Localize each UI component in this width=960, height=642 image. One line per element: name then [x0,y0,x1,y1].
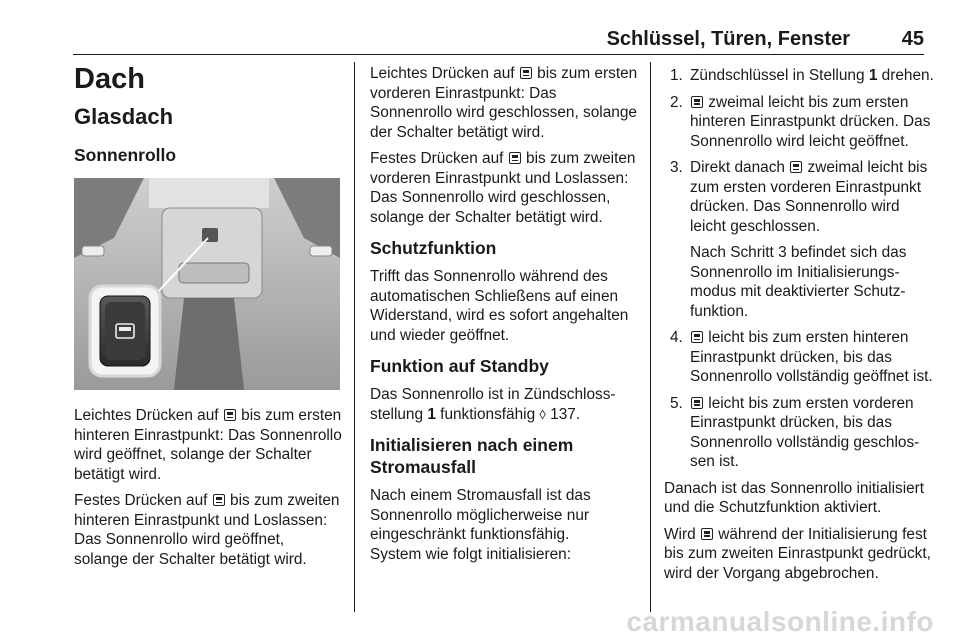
list-item: 3. Direkt danach zweimal leicht bis zum ersten vorderen Einrastpunkt drücken. Das Sonnenrollo wird leicht geschlossen. Nach Schritt 3 befindet sich das Sonnenrollo im Initialisierungsmodus mit deaktivierter Schutzfunktion. [664,158,934,321]
paragraph-schutzfunktion: Trifft das Sonnenrollo während des automatischen Schließens auf einen Widerstand, wird es sofort angehalten und wieder geöffnet. [370,268,629,344]
list-item: 5. leicht bis zum ersten vorderen Einrastpunkt drücken, bis das Sonnenrollo vollständig geschlossen ist. [670,394,920,470]
paragraph-initialize-instruction: System wie folgt initialisieren: [370,545,572,563]
sunblind-switch-icon [213,494,225,506]
sunroof-switch-illustration [74,178,340,390]
paragraph-close-firm: Festes Drücken auf bis zum zweiten vorderen Einrastpunkt und Loslassen: Das Sonnenrollo wird geschlossen, solange der Schalter betätigt wird. [370,150,636,226]
page-number: 45 [901,28,924,50]
sunblind-switch-icon [701,528,713,540]
paragraph-initialized: Danach ist das Sonnenrollo initialisiert und die Schutzfunktion aktiviert. [664,479,925,516]
sunroof-switch-photo [74,178,340,390]
heading-schutzfunktion: Schutzfunktion [370,238,497,258]
column-2 [370,64,642,571]
list-item: 1. Zündschlüssel in Stellung 1 drehen. [670,67,934,84]
page-reference-arrow-icon: ◊ [539,406,546,422]
column-divider-2 [650,62,651,612]
running-header-title: Schlüssel, Türen, Fenster [606,28,850,50]
sunblind-switch-icon [509,152,521,164]
column-3 [664,66,934,590]
column-1 [74,60,342,576]
watermark-text: carmanualsonline.info [626,606,934,637]
initialization-steps-list [664,66,934,472]
heading-initialisieren: Initialisieren nach einem Stromausfall [370,435,574,477]
paragraph-open-slight: Leichtes Drücken auf bis zum ersten hinteren Einrastpunkt: Das Sonnenrollo wird geöffnet, solange der Schalter betätigt wird. [74,407,342,483]
heading-standby: Funktion auf Standby [370,356,549,376]
section-heading-dach: Dach [74,63,145,95]
paragraph-abort: Wird während der Initialisierung fest bis zum zweiten Einrastpunkt gedrückt, wird der Vorgang abgebrochen. [664,525,931,582]
header-rule [73,54,924,55]
list-item: 4. leicht bis zum ersten hinteren Einrastpunkt drücken, bis das Sonnenrollo vollständig geöffnet ist. [670,329,933,385]
sunblind-switch-icon [520,67,532,79]
sunblind-switch-icon [790,161,802,173]
sunblind-switch-icon [691,331,703,343]
sunblind-switch-icon [691,96,703,108]
list-item: 2. zweimal leicht bis zum ersten hinteren Einrastpunkt drücken. Das Sonnenrollo wird leicht geöffnet. [670,93,931,150]
step-3-note: Nach Schritt 3 befindet sich das Sonnenrollo im Initialisierungsmodus mit deaktivierter Schutzfunktion. [690,244,907,320]
sunblind-switch-icon [691,397,703,409]
subsection-heading-glasdach: Glasdach [74,104,174,129]
subheading-sonnenrollo: Sonnenrollo [74,145,177,165]
paragraph-stromausfall: Nach einem Stromausfall ist das Sonnenrollo möglicherweise nur eingeschränkt funktionsfähig. [370,487,591,543]
paragraph-close-slight: Leichtes Drücken auf bis zum ersten vorderen Einrastpunkt: Das Sonnenrollo wird geschlossen, solange der Schalter betätigt wird. [370,65,638,141]
paragraph-open-firm: Festes Drücken auf bis zum zweiten hinteren Einrastpunkt und Loslassen: Das Sonnenrollo wird geöffnet, solange der Schalter betätigt wird. [74,492,340,568]
sunblind-switch-icon [224,409,236,421]
paragraph-standby: Das Sonnenrollo ist in Zündschlossstellung 1 funktionsfähig ◊ 137. [370,386,616,423]
column-divider-1 [354,62,355,612]
